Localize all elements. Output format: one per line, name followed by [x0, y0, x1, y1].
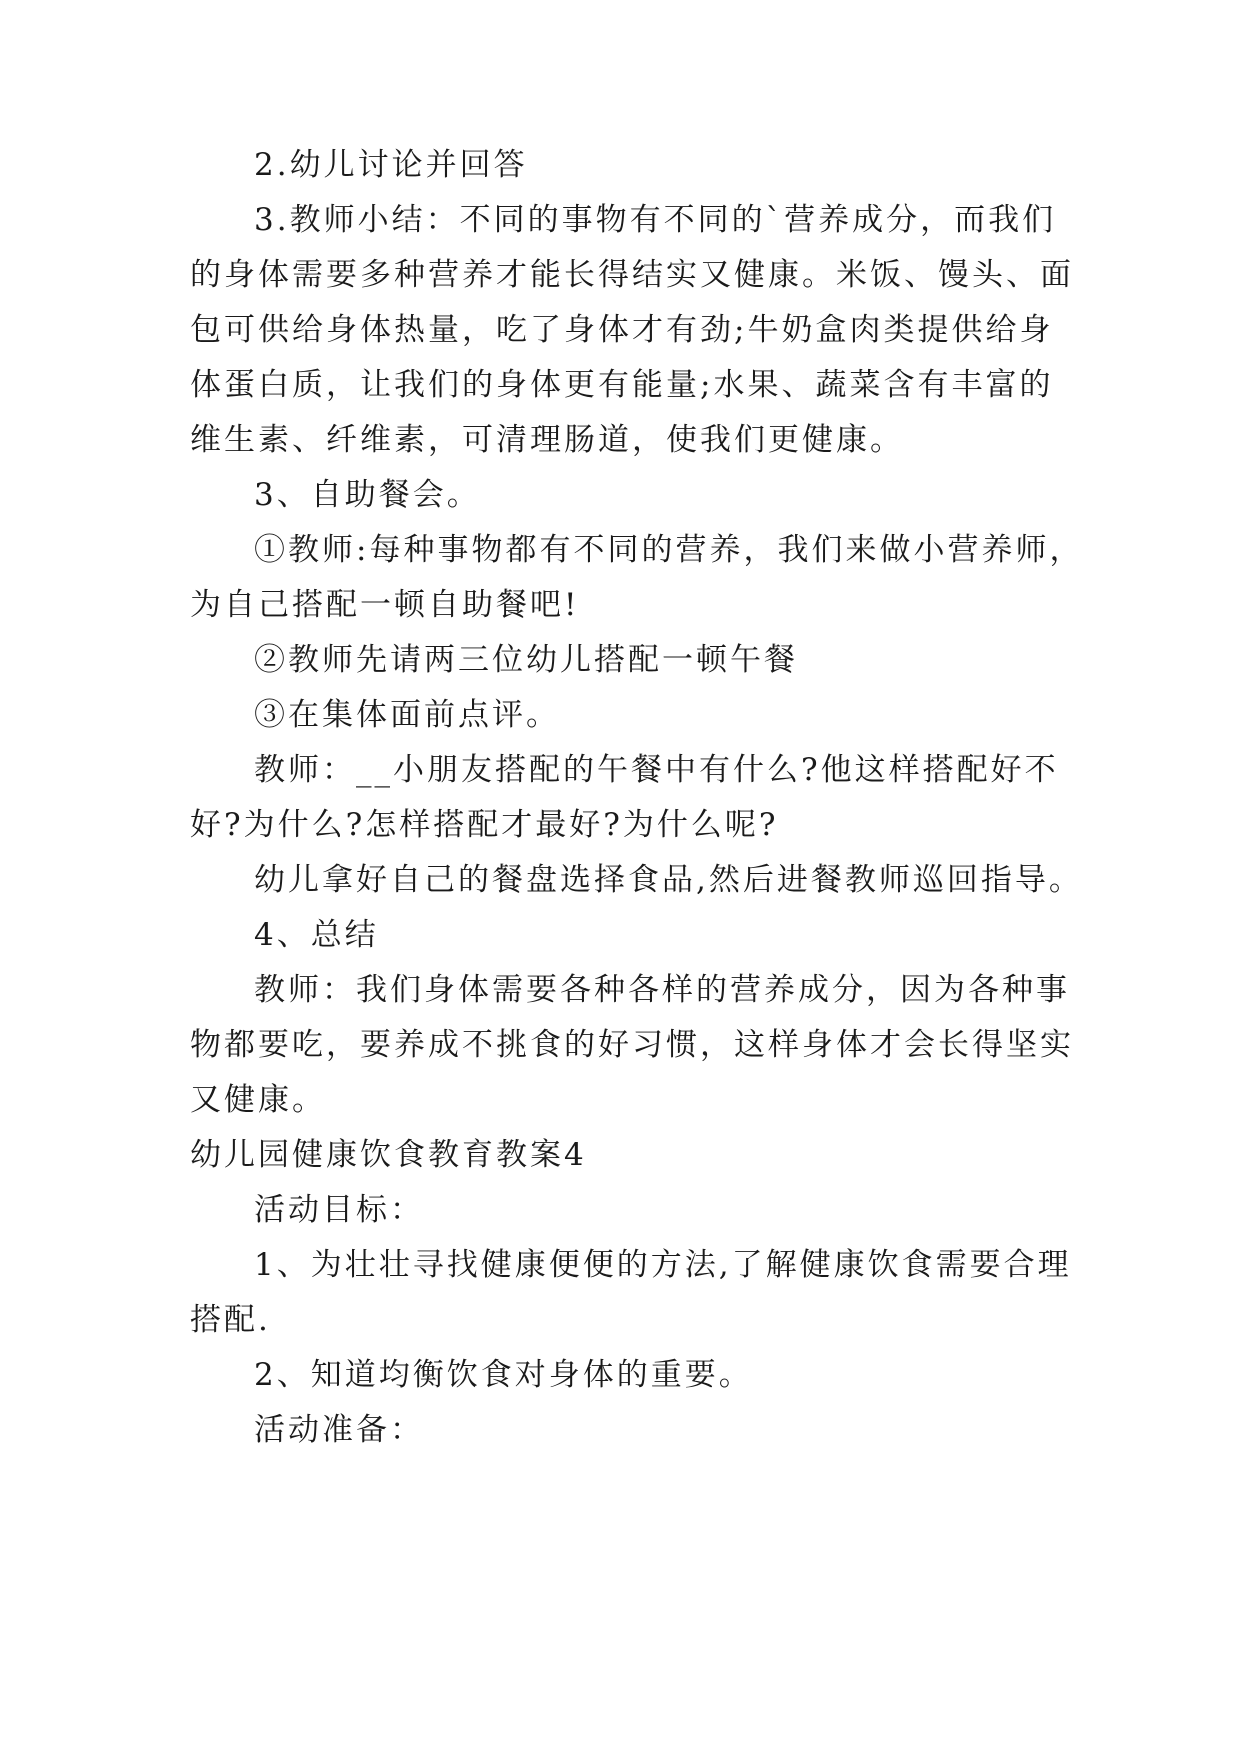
paragraph-line: 教师：__小朋友搭配的午餐中有什么?他这样搭配好不 — [254, 752, 1059, 788]
paragraph-line: 幼儿拿好自己的餐盘选择食品,然后进餐教师巡回指导。 — [254, 862, 1083, 898]
paragraph-line: 体蛋白质，让我们的身体更有能量;水果、蔬菜含有丰富的 — [190, 367, 1054, 403]
paragraph-line: 为自己搭配一顿自助餐吧! — [190, 587, 580, 623]
paragraph-line: ①教师:每种事物都有不同的营养，我们来做小营养师， — [254, 532, 1084, 568]
section-heading: 4、总结 — [254, 917, 379, 953]
paragraph-line: 好?为什么?怎样搭配才最好?为什么呢? — [190, 807, 779, 843]
section-heading: 活动准备： — [254, 1412, 424, 1448]
paragraph-line: 教师：我们身体需要各种各样的营养成分，因为各种事 — [254, 972, 1070, 1008]
paragraph-line: 包可供给身体热量，吃了身体才有劲;牛奶盒肉类提供给身 — [190, 312, 1054, 348]
paragraph-line: 的身体需要多种营养才能长得结实又健康。米饭、馒头、面 — [190, 257, 1074, 293]
section-heading: 3、自助餐会。 — [254, 477, 481, 513]
paragraph-line: 维生素、纤维素，可清理肠道，使我们更健康。 — [190, 422, 904, 458]
paragraph-line: 2.幼儿讨论并回答 — [254, 147, 528, 183]
paragraph-line: 3.教师小结：不同的事物有不同的`营养成分，而我们 — [254, 202, 1057, 238]
document-title: 幼儿园健康饮食教育教案4 — [190, 1137, 587, 1173]
paragraph-line: 1、为壮壮寻找健康便便的方法,了解健康饮食需要合理 — [254, 1247, 1072, 1283]
section-heading: 活动目标： — [254, 1192, 424, 1228]
paragraph-line: ②教师先请两三位幼儿搭配一顿午餐 — [254, 642, 798, 678]
paragraph-line: 搭配. — [190, 1302, 271, 1338]
paragraph-line: 物都要吃，要养成不挑食的好习惯，这样身体才会长得坚实 — [190, 1027, 1074, 1063]
paragraph-line: 2、知道均衡饮食对身体的重要。 — [254, 1357, 753, 1393]
paragraph-line: 又健康。 — [190, 1082, 326, 1118]
paragraph-line: ③在集体面前点评。 — [254, 697, 560, 733]
